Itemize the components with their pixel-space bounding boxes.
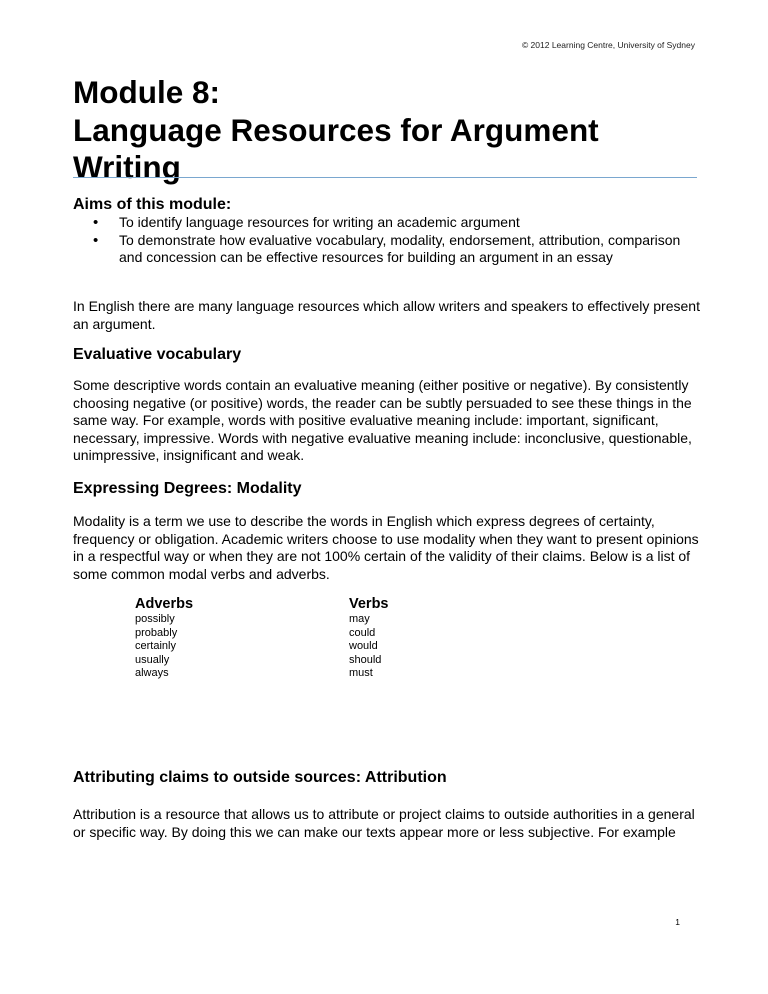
title-divider: [73, 177, 697, 178]
list-item: [93, 232, 693, 267]
list-item: always: [135, 667, 169, 679]
attribution-paragraph: Attribution is a resource that allows us to attribute or project claims to outside authorities in a general or specific way. By doing this we can make our texts appear more or less subjective. For example: [73, 806, 695, 840]
list-item: must: [349, 667, 373, 679]
aims-list: [93, 214, 693, 267]
list-item: usually: [135, 653, 170, 666]
list-item: would: [349, 640, 378, 652]
bullet-icon: •: [93, 214, 99, 231]
aim-text: To identify language resources for writing an academic argument: [119, 214, 520, 230]
aims-heading: Aims of this module:: [73, 196, 232, 213]
aim-text: To demonstrate how evaluative vocabulary, modality, endorsement, attribution, comparison and concession can be effective resources for building an argument in an essay: [119, 231, 681, 265]
title-line: Writing: [73, 149, 181, 185]
verbs-heading: Verbs: [349, 596, 389, 612]
modality-paragraph: Modality is a term we use to describe the words in English which express degrees of certainty, frequency or obligation. Academic writers choose to use modality when they want to present opinions in a respectful way or when they are not 100% certain of the validity of their claims. Below is a list of some common modal verbs and adverbs.: [73, 513, 699, 582]
list-item: possibly: [135, 613, 175, 625]
verbs-column: [349, 596, 389, 681]
intro-paragraph: In English there are many language resources which allow writers and speakers to effectively present an argument.: [73, 298, 700, 332]
title-line: Module 8:: [73, 74, 220, 110]
evaluative-paragraph: Some descriptive words contain an evaluative meaning (either positive or negative). By consistently choosing negative (or positive) words, the reader can be subtly persuaded to see these things in the same way. For example, words with positive evaluative meaning include: important, significant, necessary, impressive. Words with negative evaluative meaning include: inconclusive, questionable, unimpressive, insignificant and weak.: [73, 377, 692, 463]
list-item: probably: [135, 626, 178, 639]
list-item: [93, 214, 693, 232]
evaluative-heading: Evaluative vocabulary: [73, 346, 242, 363]
page-title: [73, 74, 703, 187]
copyright-note: © 2012 Learning Centre, University of Sydney: [521, 40, 695, 50]
adverbs-column: [135, 596, 193, 681]
list-item: certainly: [135, 640, 176, 652]
modality-heading: Expressing Degrees: Modality: [73, 480, 302, 497]
list-item: should: [349, 653, 382, 666]
bullet-icon: •: [93, 231, 99, 249]
adverbs-heading: Adverbs: [135, 596, 194, 612]
attribution-heading: Attributing claims to outside sources: Attribution: [73, 769, 447, 786]
page-number: 1: [675, 917, 680, 927]
list-item: could: [349, 626, 376, 639]
verbs-list: [349, 613, 389, 681]
list-item: may: [349, 613, 370, 625]
title-line: Language Resources for Argument: [73, 111, 599, 148]
adverbs-list: [135, 613, 193, 681]
